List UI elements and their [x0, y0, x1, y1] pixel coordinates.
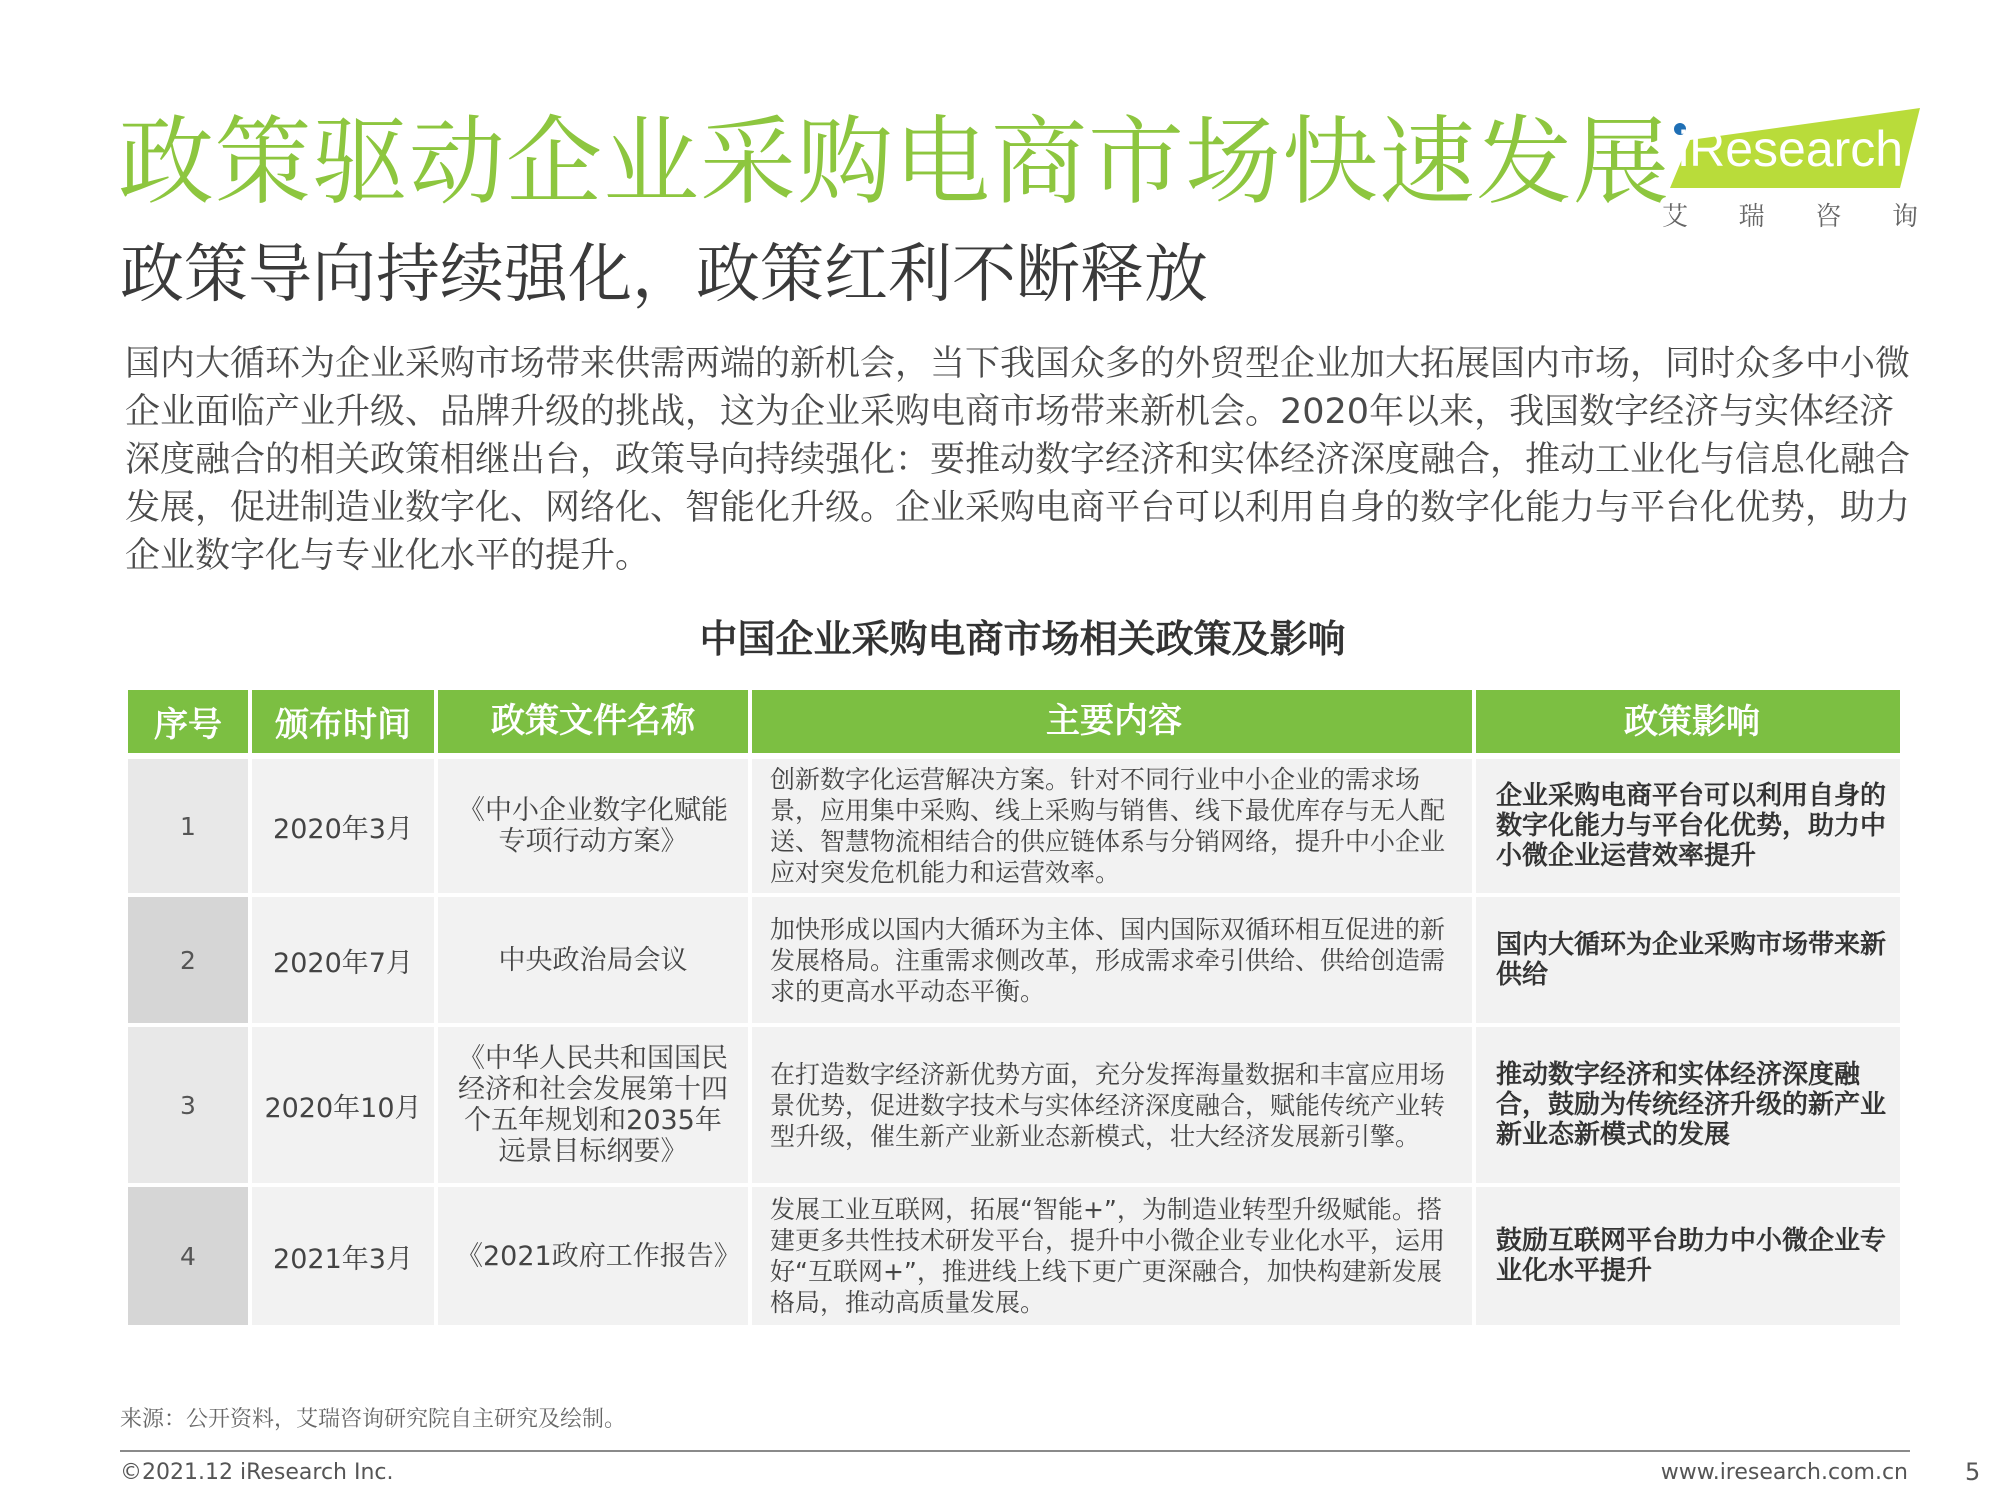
- cell-date: 2021年3月: [252, 1187, 434, 1325]
- cell-policy-name: 《中华人民共和国国民经济和社会发展第十四个五年规划和2035年远景目标纲要》: [438, 1027, 748, 1183]
- cell-no: 3: [128, 1027, 248, 1183]
- website-link[interactable]: www.iresearch.com.cn: [1660, 1460, 1908, 1485]
- cell-impact: 企业采购电商平台可以利用自身的数字化能力与平台化优势，助力中小微企业运营效率提升: [1476, 759, 1900, 893]
- intro-paragraph: 国内大循环为企业采购市场带来供需两端的新机会，当下我国众多的外贸型企业加大拓展国内市场，同时众多中小微企业面临产业升级、品牌升级的挑战，这为企业采购电商市场带来新机会。2020年以来，我国数字经济与实体经济深度融合的相关政策相继出台，政策导向持续强化：要推动数字经济和实体经济深度融合，推动工业化与信息化融合发展，促进制造业数字化、网络化、智能化升级。企业采购电商平台可以利用自身的数字化能力与平台化优势，助力企业数字化与专业化水平的提升。: [125, 344, 1911, 576]
- footer-divider: [120, 1450, 1910, 1452]
- cell-content: 创新数字化运营解决方案。针对不同行业中小企业的需求场景，应用集中采购、线上采购与销售、线下最优库存与无人配送、智慧物流相结合的供应链体系与分销网络，提升中小企业应对突发危机能力和运营效率。: [752, 759, 1472, 893]
- column-header-no: 序号: [128, 690, 248, 753]
- column-header-date: 颁布时间: [252, 690, 434, 753]
- policy-table: [128, 690, 1900, 1329]
- table-row: [128, 897, 1900, 1023]
- cell-content: 加快形成以国内大循环为主体、国内国际双循环相互促进的新发展格局。注重需求侧改革，形成需求牵引供给、供给创造需求的更高水平动态平衡。: [752, 897, 1472, 1023]
- table-title: 中国企业采购电商市场相关政策及影响: [699, 617, 1346, 661]
- table-row: [128, 1187, 1900, 1325]
- page-subtitle: 政策导向持续强化，政策红利不断释放: [120, 238, 1208, 312]
- cell-date: 2020年3月: [252, 759, 434, 893]
- iresearch-logo: [1660, 104, 1920, 234]
- logo-char: 瑞: [1738, 202, 1765, 232]
- logo-subtitle: [1662, 196, 1918, 233]
- table-row: [128, 759, 1900, 893]
- cell-policy-name: 中央政治局会议: [438, 897, 748, 1023]
- cell-content: 发展工业互联网，拓展“智能+”，为制造业转型升级赋能。搭建更多共性技术研发平台，提升中小微企业专业化水平，运用好“互联网+”，推进线上线下更广更深融合，加快构建新发展格局，推动高质量发展。: [752, 1187, 1472, 1325]
- column-header-content: 主要内容: [752, 690, 1472, 753]
- cell-policy-name: 《中小企业数字化赋能专项行动方案》: [438, 759, 748, 893]
- page-number: 5: [1965, 1458, 1981, 1486]
- cell-date: 2020年10月: [252, 1027, 434, 1183]
- logo-char: 艾: [1662, 202, 1689, 232]
- cell-no: 1: [128, 759, 248, 893]
- copyright: ©2021.12 iResearch Inc.: [120, 1460, 394, 1485]
- source-note: 来源：公开资料，艾瑞咨询研究院自主研究及绘制。: [120, 1407, 627, 1432]
- cell-no: 4: [128, 1187, 248, 1325]
- cell-content: 在打造数字经济新优势方面，充分发挥海量数据和丰富应用场景优势，促进数字技术与实体经济深度融合，赋能传统产业转型升级，催生新产业新业态新模式，壮大经济发展新引擎。: [752, 1027, 1472, 1183]
- column-header-name: 政策文件名称: [438, 690, 748, 753]
- table-row: [128, 1027, 1900, 1183]
- logo-char: 询: [1891, 202, 1918, 232]
- cell-impact: 鼓励互联网平台助力中小微企业专业化水平提升: [1476, 1187, 1900, 1325]
- cell-impact: 推动数字经济和实体经济深度融合，鼓励为传统经济升级的新产业新业态新模式的发展: [1476, 1027, 1900, 1183]
- logo-char: 咨: [1815, 202, 1842, 232]
- table-header-row: [128, 690, 1900, 753]
- cell-no: 2: [128, 897, 248, 1023]
- cell-date: 2020年7月: [252, 897, 434, 1023]
- column-header-impact: 政策影响: [1476, 690, 1900, 753]
- cell-impact: 国内大循环为企业采购市场带来新供给: [1476, 897, 1900, 1023]
- page-title: 政策驱动企业采购电商市场快速发展: [118, 106, 1670, 218]
- cell-policy-name: 《2021政府工作报告》: [438, 1187, 748, 1325]
- logo-text: iResearch: [1678, 121, 1904, 177]
